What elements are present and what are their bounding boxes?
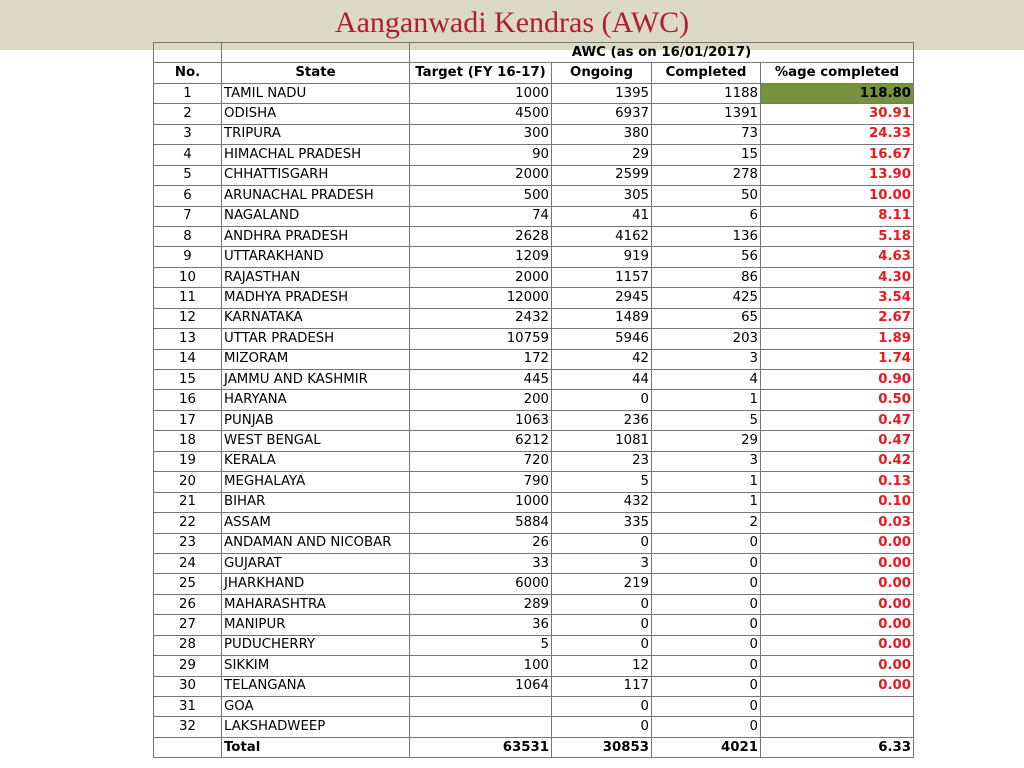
completed-value: 6 [652, 206, 761, 226]
row-number: 15 [154, 370, 222, 390]
target-value: 5 [410, 635, 552, 655]
row-number: 18 [154, 431, 222, 451]
ongoing-value: 6937 [552, 104, 652, 124]
table-row [154, 676, 914, 696]
ongoing-value: 0 [552, 533, 652, 553]
pct-completed-value: 24.33 [761, 124, 914, 144]
row-number: 17 [154, 410, 222, 430]
ongoing-value: 219 [552, 574, 652, 594]
state-name: TRIPURA [222, 124, 410, 144]
header-no: No. [154, 63, 222, 83]
completed-value: 73 [652, 124, 761, 144]
total-row [154, 737, 914, 757]
state-name: ANDHRA PRADESH [222, 226, 410, 246]
pct-completed-value: 1.74 [761, 349, 914, 369]
row-number: 24 [154, 553, 222, 573]
table-row [154, 594, 914, 614]
ongoing-value: 432 [552, 492, 652, 512]
state-name: CHHATTISGARH [222, 165, 410, 185]
row-number: 11 [154, 288, 222, 308]
pct-completed-value: 16.67 [761, 145, 914, 165]
header-ongoing: Ongoing [552, 63, 652, 83]
target-value: 1064 [410, 676, 552, 696]
table-row [154, 186, 914, 206]
target-value: 33 [410, 553, 552, 573]
ongoing-value: 0 [552, 390, 652, 410]
pct-completed-value: 0.50 [761, 390, 914, 410]
table-row [154, 165, 914, 185]
row-number: 28 [154, 635, 222, 655]
table-row [154, 697, 914, 717]
state-name: GUJARAT [222, 553, 410, 573]
state-name: NAGALAND [222, 206, 410, 226]
target-value [410, 697, 552, 717]
completed-value: 65 [652, 308, 761, 328]
state-name: ANDAMAN AND NICOBAR [222, 533, 410, 553]
table-row [154, 451, 914, 471]
target-value: 1063 [410, 410, 552, 430]
table-row [154, 267, 914, 287]
table-row [154, 472, 914, 492]
target-value: 300 [410, 124, 552, 144]
pct-completed-value: 0.00 [761, 615, 914, 635]
state-name: UTTARAKHAND [222, 247, 410, 267]
target-value: 1209 [410, 247, 552, 267]
ongoing-value: 4162 [552, 226, 652, 246]
state-name: PUDUCHERRY [222, 635, 410, 655]
pct-completed-value [761, 717, 914, 737]
completed-value: 56 [652, 247, 761, 267]
ongoing-value: 1157 [552, 267, 652, 287]
ongoing-value: 1489 [552, 308, 652, 328]
row-number: 16 [154, 390, 222, 410]
pct-completed-value: 0.90 [761, 370, 914, 390]
target-value: 6000 [410, 574, 552, 594]
target-value: 500 [410, 186, 552, 206]
table-row [154, 247, 914, 267]
pct-completed-value: 0.42 [761, 451, 914, 471]
completed-value: 0 [652, 574, 761, 594]
ongoing-value: 2599 [552, 165, 652, 185]
target-value: 36 [410, 615, 552, 635]
ongoing-value: 919 [552, 247, 652, 267]
table-row [154, 124, 914, 144]
header-state: State [222, 63, 410, 83]
total-target: 63531 [410, 737, 552, 757]
completed-value: 1 [652, 472, 761, 492]
header-completed: Completed [652, 63, 761, 83]
ongoing-value: 42 [552, 349, 652, 369]
total-no [154, 737, 222, 757]
row-number: 10 [154, 267, 222, 287]
state-name: JHARKHAND [222, 574, 410, 594]
table-row [154, 635, 914, 655]
pct-completed-value: 118.80 [761, 83, 914, 103]
row-number: 4 [154, 145, 222, 165]
completed-value: 0 [652, 676, 761, 696]
completed-value: 1 [652, 390, 761, 410]
ongoing-value: 0 [552, 615, 652, 635]
completed-value: 0 [652, 635, 761, 655]
state-name: RAJASTHAN [222, 267, 410, 287]
table-row [154, 492, 914, 512]
target-value: 90 [410, 145, 552, 165]
ongoing-value: 2945 [552, 288, 652, 308]
target-value: 720 [410, 451, 552, 471]
completed-value: 50 [652, 186, 761, 206]
ongoing-value: 0 [552, 717, 652, 737]
ongoing-value: 305 [552, 186, 652, 206]
header-row-group [154, 43, 914, 63]
row-number: 22 [154, 513, 222, 533]
completed-value: 0 [652, 656, 761, 676]
target-value: 74 [410, 206, 552, 226]
table-row [154, 370, 914, 390]
row-number: 13 [154, 329, 222, 349]
row-number: 25 [154, 574, 222, 594]
completed-value: 4 [652, 370, 761, 390]
target-value: 10759 [410, 329, 552, 349]
ongoing-value: 12 [552, 656, 652, 676]
row-number: 6 [154, 186, 222, 206]
target-value: 4500 [410, 104, 552, 124]
header-awc-group: AWC (as on 16/01/2017) [410, 43, 914, 63]
target-value: 200 [410, 390, 552, 410]
state-name: MIZORAM [222, 349, 410, 369]
target-value: 2000 [410, 267, 552, 287]
completed-value: 29 [652, 431, 761, 451]
pct-completed-value: 0.00 [761, 656, 914, 676]
pct-completed-value: 5.18 [761, 226, 914, 246]
row-number: 21 [154, 492, 222, 512]
header-no-top [154, 43, 222, 63]
pct-completed-value: 3.54 [761, 288, 914, 308]
table-row [154, 104, 914, 124]
state-name: UTTAR PRADESH [222, 329, 410, 349]
pct-completed-value: 8.11 [761, 206, 914, 226]
total-label: Total [222, 737, 410, 757]
table-row [154, 533, 914, 553]
state-name: JAMMU AND KASHMIR [222, 370, 410, 390]
state-name: SIKKIM [222, 656, 410, 676]
state-name: TELANGANA [222, 676, 410, 696]
completed-value: 0 [652, 553, 761, 573]
ongoing-value: 44 [552, 370, 652, 390]
header-row [154, 63, 914, 83]
row-number: 26 [154, 594, 222, 614]
table-row [154, 431, 914, 451]
state-name: KARNATAKA [222, 308, 410, 328]
table-row [154, 615, 914, 635]
ongoing-value: 3 [552, 553, 652, 573]
table-row [154, 308, 914, 328]
ongoing-value: 5 [552, 472, 652, 492]
state-name: BIHAR [222, 492, 410, 512]
pct-completed-value: 13.90 [761, 165, 914, 185]
ongoing-value: 29 [552, 145, 652, 165]
target-value: 12000 [410, 288, 552, 308]
pct-completed-value: 4.30 [761, 267, 914, 287]
completed-value: 2 [652, 513, 761, 533]
pct-completed-value: 1.89 [761, 329, 914, 349]
pct-completed-value: 0.00 [761, 574, 914, 594]
header-pct: %age completed [761, 63, 914, 83]
completed-value: 0 [652, 533, 761, 553]
completed-value: 3 [652, 451, 761, 471]
table-row [154, 574, 914, 594]
table-row [154, 206, 914, 226]
pct-completed-value: 0.00 [761, 635, 914, 655]
table-row [154, 329, 914, 349]
target-value [410, 717, 552, 737]
ongoing-value: 5946 [552, 329, 652, 349]
state-name: HIMACHAL PRADESH [222, 145, 410, 165]
state-name: ODISHA [222, 104, 410, 124]
row-number: 23 [154, 533, 222, 553]
pct-completed-value: 0.13 [761, 472, 914, 492]
pct-completed-value: 30.91 [761, 104, 914, 124]
total-pct: 6.33 [761, 737, 914, 757]
target-value: 790 [410, 472, 552, 492]
row-number: 9 [154, 247, 222, 267]
ongoing-value: 1081 [552, 431, 652, 451]
target-value: 2432 [410, 308, 552, 328]
total-ongoing: 30853 [552, 737, 652, 757]
ongoing-value: 23 [552, 451, 652, 471]
target-value: 445 [410, 370, 552, 390]
target-value: 100 [410, 656, 552, 676]
ongoing-value: 236 [552, 410, 652, 430]
pct-completed-value: 0.00 [761, 553, 914, 573]
completed-value: 86 [652, 267, 761, 287]
awc-table [153, 42, 914, 758]
target-value: 26 [410, 533, 552, 553]
state-name: GOA [222, 697, 410, 717]
ongoing-value: 0 [552, 594, 652, 614]
target-value: 2628 [410, 226, 552, 246]
completed-value: 15 [652, 145, 761, 165]
row-number: 2 [154, 104, 222, 124]
pct-completed-value: 0.10 [761, 492, 914, 512]
ongoing-value: 0 [552, 635, 652, 655]
state-name: MANIPUR [222, 615, 410, 635]
table-row [154, 513, 914, 533]
pct-completed-value: 0.00 [761, 533, 914, 553]
target-value: 1000 [410, 83, 552, 103]
state-name: TAMIL NADU [222, 83, 410, 103]
target-value: 2000 [410, 165, 552, 185]
pct-completed-value: 0.03 [761, 513, 914, 533]
target-value: 172 [410, 349, 552, 369]
ongoing-value: 1395 [552, 83, 652, 103]
pct-completed-value: 2.67 [761, 308, 914, 328]
completed-value: 278 [652, 165, 761, 185]
ongoing-value: 0 [552, 697, 652, 717]
table-row [154, 553, 914, 573]
table-row [154, 656, 914, 676]
target-value: 289 [410, 594, 552, 614]
pct-completed-value: 0.00 [761, 676, 914, 696]
state-name: WEST BENGAL [222, 431, 410, 451]
pct-completed-value: 0.47 [761, 431, 914, 451]
row-number: 1 [154, 83, 222, 103]
table-row [154, 717, 914, 737]
target-value: 6212 [410, 431, 552, 451]
ongoing-value: 41 [552, 206, 652, 226]
table-row [154, 288, 914, 308]
completed-value: 136 [652, 226, 761, 246]
row-number: 14 [154, 349, 222, 369]
state-name: MEGHALAYA [222, 472, 410, 492]
ongoing-value: 117 [552, 676, 652, 696]
row-number: 5 [154, 165, 222, 185]
pct-completed-value: 0.47 [761, 410, 914, 430]
ongoing-value: 380 [552, 124, 652, 144]
row-number: 3 [154, 124, 222, 144]
state-name: MADHYA PRADESH [222, 288, 410, 308]
completed-value: 1188 [652, 83, 761, 103]
completed-value: 1391 [652, 104, 761, 124]
pct-completed-value: 0.00 [761, 594, 914, 614]
row-number: 19 [154, 451, 222, 471]
completed-value: 0 [652, 717, 761, 737]
state-name: PUNJAB [222, 410, 410, 430]
table-row [154, 349, 914, 369]
state-name: ARUNACHAL PRADESH [222, 186, 410, 206]
state-name: KERALA [222, 451, 410, 471]
row-number: 7 [154, 206, 222, 226]
completed-value: 5 [652, 410, 761, 430]
table-row [154, 226, 914, 246]
row-number: 31 [154, 697, 222, 717]
state-name: MAHARASHTRA [222, 594, 410, 614]
row-number: 20 [154, 472, 222, 492]
table-row [154, 145, 914, 165]
row-number: 29 [154, 656, 222, 676]
table-row [154, 390, 914, 410]
row-number: 32 [154, 717, 222, 737]
target-value: 1000 [410, 492, 552, 512]
ongoing-value: 335 [552, 513, 652, 533]
completed-value: 3 [652, 349, 761, 369]
completed-value: 0 [652, 594, 761, 614]
state-name: HARYANA [222, 390, 410, 410]
completed-value: 425 [652, 288, 761, 308]
header-state-top [222, 43, 410, 63]
completed-value: 0 [652, 697, 761, 717]
pct-completed-value: 4.63 [761, 247, 914, 267]
table-row [154, 410, 914, 430]
completed-value: 203 [652, 329, 761, 349]
pct-completed-value: 10.00 [761, 186, 914, 206]
row-number: 30 [154, 676, 222, 696]
completed-value: 1 [652, 492, 761, 512]
state-name: LAKSHADWEEP [222, 717, 410, 737]
page-title: Aanganwadi Kendras (AWC) [334, 6, 690, 39]
state-name: ASSAM [222, 513, 410, 533]
row-number: 8 [154, 226, 222, 246]
pct-completed-value [761, 697, 914, 717]
target-value: 5884 [410, 513, 552, 533]
table-row [154, 83, 914, 103]
header-target: Target (FY 16-17) [410, 63, 552, 83]
total-completed: 4021 [652, 737, 761, 757]
row-number: 12 [154, 308, 222, 328]
row-number: 27 [154, 615, 222, 635]
completed-value: 0 [652, 615, 761, 635]
